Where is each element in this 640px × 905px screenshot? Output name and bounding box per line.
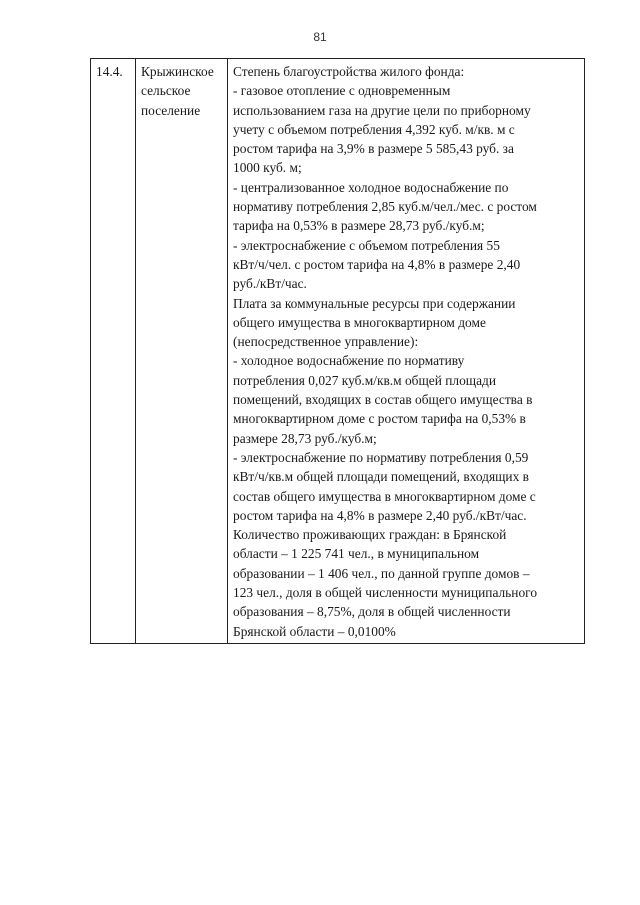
settlement-name-line: Крыжинское bbox=[141, 64, 214, 79]
description-line: 1000 куб. м; bbox=[233, 160, 302, 176]
description-line: области – 1 225 741 чел., в муниципальном bbox=[233, 546, 480, 562]
description-line: (непосредственное управление): bbox=[233, 334, 419, 350]
page-number: 81 bbox=[313, 30, 327, 44]
settlement-name-line: сельское bbox=[141, 83, 191, 99]
description-line: многоквартирном доме с ростом тарифа на 0,53% в bbox=[233, 411, 526, 427]
description-line: Брянской области – 0,0100% bbox=[233, 623, 396, 639]
description-line: использованием газа на другие цели по приборному bbox=[233, 102, 531, 118]
description-line: кВт/ч/чел. с ростом тарифа на 4,8% в размере 2,40 bbox=[233, 256, 521, 272]
description-line: образования – 8,75%, доля в общей численности bbox=[233, 604, 511, 620]
document-table bbox=[90, 58, 585, 644]
description-line: образовании – 1 406 чел., по данной группе домов – bbox=[233, 565, 530, 581]
row-number: 14.4. bbox=[96, 64, 123, 79]
description-line: Количество проживающих граждан: в Брянской bbox=[233, 527, 507, 543]
description-line: 123 чел., доля в общей численности муниципального bbox=[233, 585, 538, 601]
description-line: ростом тарифа на 4,8% в размере 2,40 руб./кВт/час. bbox=[233, 507, 527, 523]
description-line: Степень благоустройства жилого фонда: bbox=[233, 64, 465, 79]
row-number-cell bbox=[91, 59, 136, 644]
description-line: - газовое отопление с одновременным bbox=[233, 83, 451, 99]
description-line: - централизованное холодное водоснабжение по bbox=[233, 179, 509, 195]
description-line: помещений, входящих в состав общего имущества в bbox=[233, 392, 533, 408]
settlement-name-line: поселение bbox=[141, 102, 201, 118]
description-cell bbox=[228, 59, 585, 644]
description-line: нормативу потребления 2,85 куб.м/чел./мес. с ростом bbox=[233, 199, 537, 215]
description-line: тарифа на 0,53% в размере 28,73 руб./куб.м; bbox=[233, 218, 485, 234]
description-line: руб./кВт/час. bbox=[233, 276, 307, 292]
table-row bbox=[91, 59, 585, 644]
settlement-name-cell bbox=[136, 59, 228, 644]
description-line: ростом тарифа на 3,9% в размере 5 585,43 руб. за bbox=[233, 141, 514, 157]
description-line: учету с объемом потребления 4,392 куб. м/кв. м с bbox=[233, 121, 515, 137]
description-line: Плата за коммунальные ресурсы при содержании bbox=[233, 295, 516, 311]
description-line: - электроснабжение по нормативу потребления 0,59 bbox=[233, 449, 529, 465]
description-line: - электроснабжение с объемом потребления 55 bbox=[233, 237, 500, 253]
description-line: состав общего имущества в многоквартирном доме с bbox=[233, 488, 536, 504]
description-line: кВт/ч/кв.м общей площади помещений, входящих в bbox=[233, 469, 529, 485]
description-line: потребления 0,027 куб.м/кв.м общей площади bbox=[233, 372, 496, 388]
description-line: общего имущества в многоквартирном доме bbox=[233, 314, 486, 330]
description-line: размере 28,73 руб./куб.м; bbox=[233, 430, 377, 446]
description-line: - холодное водоснабжение по нормативу bbox=[233, 353, 465, 369]
